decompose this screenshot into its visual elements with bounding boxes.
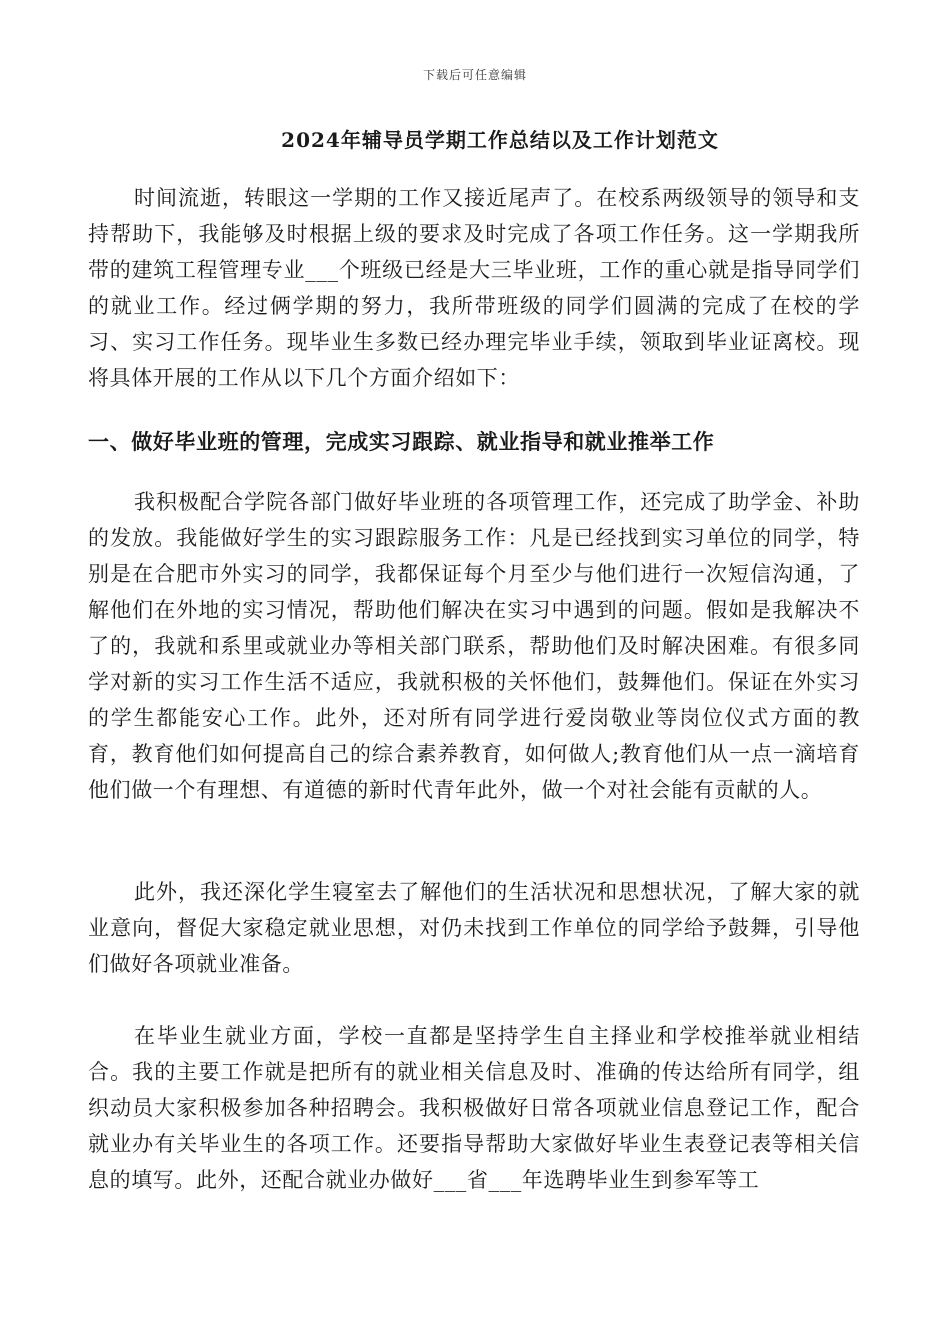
- paragraph-intro: 时间流逝，转眼这一学期的工作又接近尾声了。在校系两级领导的领导和支持帮助下，我能够及时根据上级的要求及时完成了各项工作任务。这一学期我所带的建筑工程管理专业___个班级已经是大三毕业班，工作的重心就是指导同学们的就业工作。经过俩学期的努力，我所带班级的同学们圆满的完成了在校的学习、实习工作任务。现毕业生多数已经办理完毕业手续，领取到毕业证离校。现将具体开展的工作从以下几个方面介绍如下：: [88, 186, 860, 390]
- section-heading-1: 一、做好毕业班的管理，完成实习跟踪、就业指导和就业推举工作: [88, 429, 715, 454]
- paragraph-employment: 在毕业生就业方面，学校一直都是坚持学生自主择业和学校推举就业相结合。我的主要工作就是把所有的就业相关信息及时、准确的传达给所有同学，组织动员大家积极参加各种招聘会。我积极做好日常各项就业信息登记工作，配合就业办有关毕业生的各项工作。还要指导帮助大家做好毕业生表登记表等相关信息的填写。此外，还配合就业办做好___省___年选聘毕业生到参军等工: [88, 1024, 860, 1192]
- header-note: 下载后可任意编辑: [422, 68, 527, 82]
- paragraph-dormitory-visits: 此外，我还深化学生寝室去了解他们的生活状况和思想状况，了解大家的就业意向，督促大家稳定就业思想，对仍未找到工作单位的同学给予鼓舞，引导他们做好各项就业准备。: [88, 880, 860, 976]
- paragraph-graduate-management: 我积极配合学院各部门做好毕业班的各项管理工作，还完成了助学金、补助的发放。我能做好学生的实习跟踪服务工作：凡是已经找到实习单位的同学，特别是在合肥市外实习的同学，我都保证每个月至少与他们进行一次短信沟通，了解他们在外地的实习情况，帮助他们解决在实习中遇到的问题。假如是我解决不了的，我就和系里或就业办等相关部门联系，帮助他们及时解决困难。有很多同学对新的实习工作生活不适应，我就积极的关怀他们，鼓舞他们。保证在外实习的学生都能安心工作。此外，还对所有同学进行爱岗敬业等岗位仪式方面的教育，教育他们如何提高自己的综合素养教育，如何做人;教育他们从一点一滴培育他们做一个有理想、有道德的新时代青年此外，做一个对社会能有贡献的人。: [88, 490, 860, 802]
- document-title: 2024年辅导员学期工作总结以及工作计划范文: [281, 128, 719, 152]
